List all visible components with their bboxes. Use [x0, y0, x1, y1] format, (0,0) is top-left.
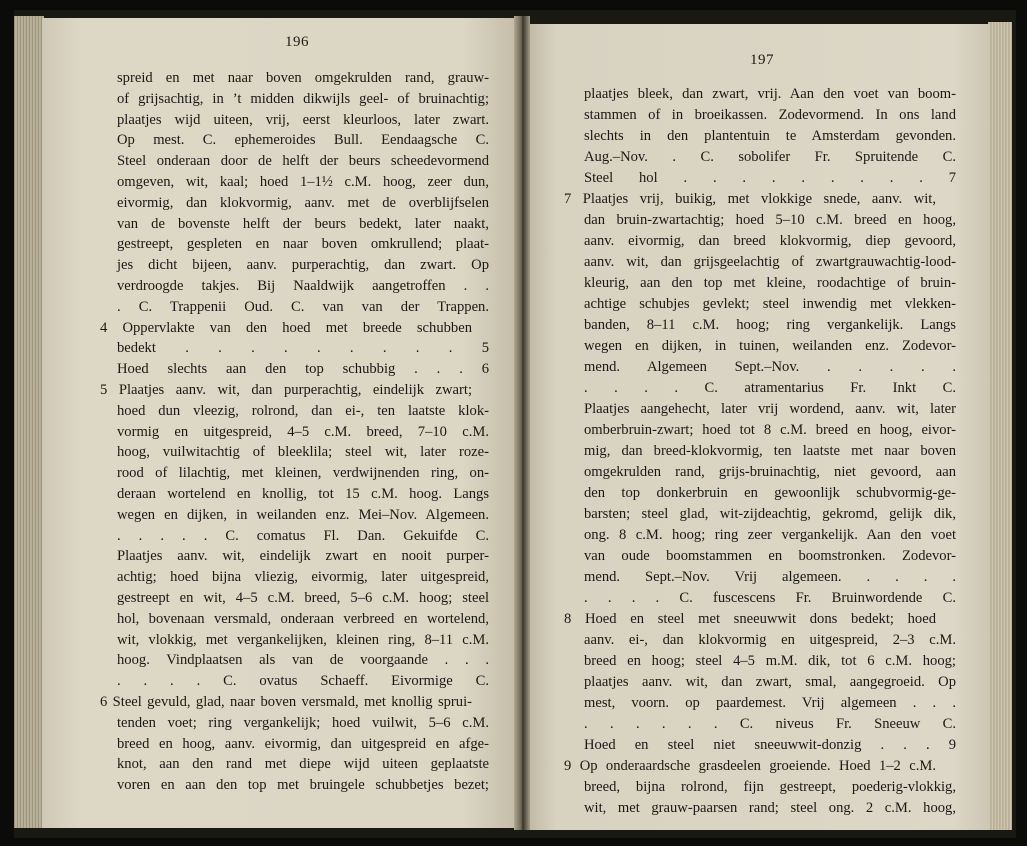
right-page	[524, 24, 990, 830]
text-line: . . . . . . C. niveus Fr. Sneeuw C.	[584, 716, 956, 732]
text-line: slechts in den plantentuin te Amsterdam gevonden.	[584, 128, 956, 144]
text-line: banden, 8–11 c.M. hoog; ring vergankelijk. Langs	[584, 317, 956, 333]
text-line: bedekt . . . . . . . . . 5	[117, 340, 489, 357]
text-line: ong. 8 c.M. hoog; ring zeer vergankelijk. Aan den voet	[584, 527, 956, 543]
book-gutter	[514, 16, 530, 830]
text-line: hoed dun vleezig, rolrond, dan ei-, ten laatste klok-	[117, 402, 489, 419]
text-line: Hoed en steel niet sneeuwwit-donzig . . . 9	[584, 737, 956, 753]
text-line: breed en hoog; steel 4–5 m.M. dik, tot 6 c.M. hoog;	[584, 653, 956, 669]
text-line: mest, voorn. op paardemest. Vrij algemeen . . .	[584, 695, 956, 711]
text-line: hoog. Vindplaatsen als van de voorgaande . . .	[117, 652, 489, 669]
text-line: deraan wortelend en knollig, tot 15 c.M. hoog. Langs	[117, 486, 489, 502]
text-line: mend. Sept.–Nov. Vrij algemeen. . . . .	[584, 569, 956, 585]
text-line: stammen of in broeikassen. Zodevormend. In ons land	[584, 107, 956, 123]
text-line: . . . . C. atramentarius Fr. Inkt C.	[584, 380, 956, 396]
text-line: wegen en dijken, in tuinen, weilanden enz. Zodevor-	[584, 338, 956, 354]
text-line: hol, bovenaan versmald, onderaan verbreed en wortelend,	[117, 610, 489, 627]
text-line: jes dicht bijeen, aanv. purperachtig, dan zwart. Op	[117, 257, 489, 274]
text-line: 4 Oppervlakte van den hoed met breede schubben	[100, 319, 472, 336]
text-line: 7 Plaatjes vrij, buikig, met vlokkige snede, aanv. wit,	[564, 191, 936, 207]
text-line: . C. Trappenii Oud. C. van van der Trappen.	[117, 298, 489, 315]
right-page-edges	[988, 22, 1012, 830]
text-line: breed en hoog, aanv. eivormig, dan uitgespreid en afge-	[117, 735, 489, 752]
text-line: 9 Op onderaardsche grasdeelen groeiende. Hoed 1–2 c.M.	[564, 758, 936, 774]
text-line: aanv. ei-, dan klokvormig en uitgespreid, 2–3 c.M.	[584, 632, 956, 648]
text-line: knot, aan den rand met diepe wijd uiteen geplaatste	[117, 756, 489, 773]
text-line: wit, met grauw-paarsen rand; steel ong. 2 c.M. hoog,	[584, 800, 956, 816]
text-line: plaatjes bleek, dan zwart, vrij. Aan den voet van boom-	[584, 86, 956, 102]
text-line: Hoed slechts aan den top schubbig . . . 6	[117, 361, 489, 378]
text-line: voren en aan den top met bruingele schubbetjes bezet;	[117, 777, 489, 794]
text-line: . . . . . C. comatus Fl. Dan. Gekuifde C.	[117, 527, 489, 544]
text-line: tenden voet; ring vergankelijk; hoed vuilwit, 5–6 c.M.	[117, 714, 489, 731]
text-line: achtig; hoed bijna vliezig, eivormig, later uitgespreid,	[117, 569, 489, 586]
text-line: barsten; steel glad, wit-zijdeachtig, gekromd, gelijk dik,	[584, 506, 956, 522]
text-line: Plaatjes aanv. wit, eindelijk zwart en nooit purper-	[117, 548, 489, 565]
text-line: Op mest. C. ephemeroides Bull. Eendaagsche C.	[117, 132, 489, 149]
text-line: aanv. wit, dan grijsgeelachtig of zwartgrauwachtig-lood-	[584, 254, 956, 270]
text-line: breed, bijna rolrond, fijn gestreept, poederig-vlokkig,	[584, 779, 956, 795]
text-line: Plaatjes aangehecht, later vrij wordend, aanv. wit, later	[584, 401, 956, 417]
text-line: mend. Algemeen Sept.–Nov. . . . . .	[584, 359, 956, 375]
text-line: van oude boomstammen en boomstronken. Zodevor-	[584, 548, 956, 564]
left-page-edges	[14, 16, 44, 828]
text-line: verdroogde takjes. Bij Naaldwijk aangetroffen . .	[117, 278, 489, 294]
text-line: achtige schubjes gevlekt; steel inwendig met vlekken-	[584, 296, 956, 312]
page-number: 196	[285, 34, 309, 50]
text-line: wegen en dijken, in weilanden enz. Mei–Nov. Algemeen.	[117, 506, 489, 523]
text-line: rood of lilachtig, met kleinen, verdwijnenden ring, on-	[117, 465, 489, 482]
text-line: aanv. eivormig, dan breed klokvormig, diep gevoord,	[584, 233, 956, 249]
text-line: van de bovenste helft der beurs bedekt, later naakt,	[117, 215, 489, 232]
text-line: vormig en uitgespreid, 4–5 c.M. breed, 7–10 c.M.	[117, 423, 489, 440]
text-line: mig, dan breed-klokvormig, ten laatste met naar boven	[584, 443, 956, 459]
text-line: gestreept, gespleten en naar boven omkrullend; plaat-	[117, 236, 489, 253]
text-line: Steel hol . . . . . . . . . 7	[584, 170, 956, 186]
text-line: eivormig, dan klokvormig, aanv. met de overblijfselen	[117, 194, 489, 211]
text-line: omberbruin-zwart; hoed tot 8 c.M. breed en hoog, eivor-	[584, 422, 956, 438]
text-line: of grijsachtig, in ’t midden dikwijls geel- of bruinachtig;	[117, 90, 489, 107]
text-line: wit, vlokkig, met vergankelijken, kleinen ring, 8–11 c.M.	[117, 631, 489, 648]
text-line: plaatjes wijd uiteen, vrij, eerst kleurloos, later zwart.	[117, 111, 489, 128]
text-line: 5 Plaatjes aanv. wit, dan purperachtig, eindelijk zwart;	[100, 382, 472, 398]
page-number: 197	[750, 52, 774, 68]
text-line: hoog, vuilwitachtig of bleeklila; steel wit, later roze-	[117, 444, 489, 461]
text-line: spreid en met naar boven omgekrulden rand, grauw-	[117, 70, 489, 86]
left-page	[42, 18, 520, 828]
text-line: dan bruin-zwartachtig; hoed 5–10 c.M. breed en hoog,	[584, 212, 956, 228]
text-line: Aug.–Nov. . C. sobolifer Fr. Spruitende C.	[584, 149, 956, 165]
text-line: plaatjes aanv. wit, dan zwart, smal, aangegroeid. Op	[584, 674, 956, 690]
text-line: . . . . C. fuscescens Fr. Bruinwordende C.	[584, 590, 956, 606]
text-line: . . . . C. ovatus Schaeff. Eivormige C.	[117, 673, 489, 690]
text-line: Steel onderaan door de helft der beurs scheedevormend	[117, 153, 489, 170]
text-line: gestreept en wit, 4–5 c.M. breed, 5–6 c.M. hoog; steel	[117, 590, 489, 606]
text-line: 6 Steel gevuld, glad, naar boven versmald, met knollig sprui-	[100, 694, 472, 710]
text-line: omgekrulden rand, grijs-bruinachtig, niet gevoord, aan	[584, 464, 956, 480]
text-line: omgeven, wit, kaal; hoed 1–1½ c.M. hoog, zeer dun,	[117, 174, 489, 190]
text-line: den top donkerbruin en gewoonlijk schubvormig-ge-	[584, 485, 956, 501]
text-line: kleurig, aan den top met kleine, roodachtige of bruin-	[584, 275, 956, 291]
text-line: 8 Hoed en steel met sneeuwwit dons bedekt; hoed	[564, 611, 936, 627]
